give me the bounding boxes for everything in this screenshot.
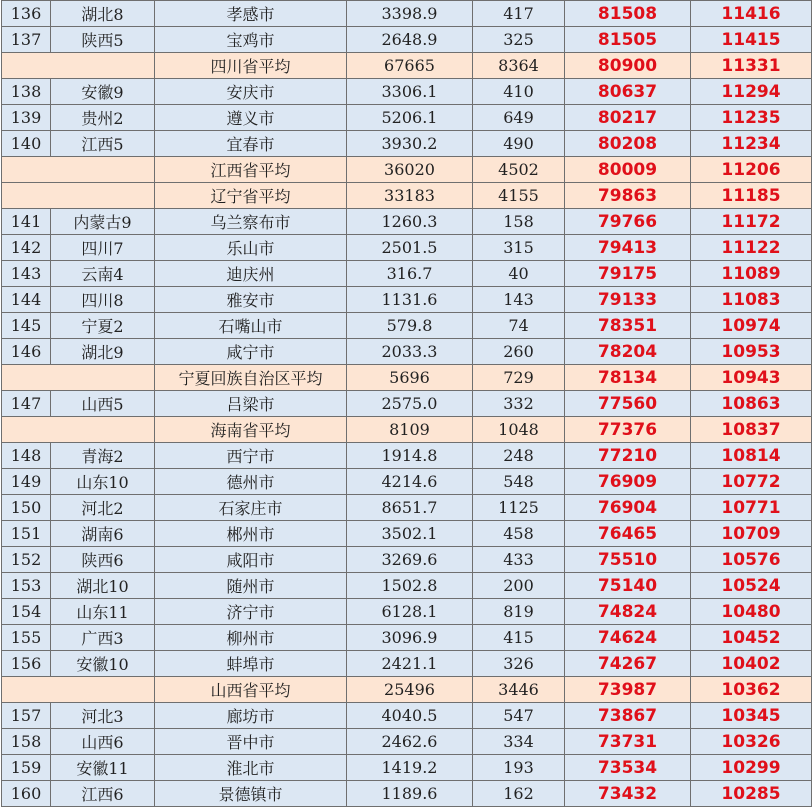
province-average-row <box>2 365 812 391</box>
rank-cell: 146 <box>2 339 51 365</box>
per-capita-usd-cell: 10345 <box>691 703 812 729</box>
rank-cell: 141 <box>2 209 51 235</box>
population-cell: 547 <box>473 703 565 729</box>
population-cell: 819 <box>473 599 565 625</box>
per-capita-usd-cell: 11294 <box>691 79 812 105</box>
rank-cell: 139 <box>2 105 51 131</box>
province-average-row <box>2 677 812 703</box>
per-capita-gdp-cell: 75510 <box>565 547 691 573</box>
per-capita-gdp-cell: 79413 <box>565 235 691 261</box>
per-capita-usd-cell: 11234 <box>691 131 812 157</box>
gdp-cell: 1914.8 <box>347 443 473 469</box>
population-cell: 260 <box>473 339 565 365</box>
city-cell: 咸阳市 <box>155 547 347 573</box>
population-cell: 334 <box>473 729 565 755</box>
rank-cell: 155 <box>2 625 51 651</box>
province-rank-cell: 贵州2 <box>51 105 155 131</box>
city-row <box>2 209 812 235</box>
rank-cell: 142 <box>2 235 51 261</box>
per-capita-usd-cell: 11122 <box>691 235 812 261</box>
city-cell: 孝感市 <box>155 1 347 27</box>
per-capita-usd-cell: 11206 <box>691 157 812 183</box>
rank-cell: 160 <box>2 781 51 807</box>
gdp-cell: 2501.5 <box>347 235 473 261</box>
city-cell: 景德镇市 <box>155 781 347 807</box>
per-capita-usd-cell: 11235 <box>691 105 812 131</box>
city-cell: 遵义市 <box>155 105 347 131</box>
per-capita-gdp-cell: 73867 <box>565 703 691 729</box>
city-row <box>2 105 812 131</box>
per-capita-gdp-cell: 77210 <box>565 443 691 469</box>
city-row <box>2 261 812 287</box>
city-row <box>2 703 812 729</box>
province-rank-cell: 江西5 <box>51 131 155 157</box>
rank-cell: 138 <box>2 79 51 105</box>
province-rank-cell: 四川8 <box>51 287 155 313</box>
province-rank-cell: 安徽11 <box>51 755 155 781</box>
per-capita-gdp-cell: 78204 <box>565 339 691 365</box>
city-cell: 乌兰察布市 <box>155 209 347 235</box>
province-rank-cell: 青海2 <box>51 443 155 469</box>
population-cell: 548 <box>473 469 565 495</box>
gdp-cell: 5696 <box>347 365 473 391</box>
province-rank-cell: 河北2 <box>51 495 155 521</box>
city-cell: 四川省平均 <box>155 53 347 79</box>
city-cell: 济宁市 <box>155 599 347 625</box>
province-average-row <box>2 157 812 183</box>
per-capita-usd-cell: 10524 <box>691 573 812 599</box>
per-capita-usd-cell: 11089 <box>691 261 812 287</box>
per-capita-usd-cell: 11415 <box>691 27 812 53</box>
per-capita-gdp-cell: 81505 <box>565 27 691 53</box>
gdp-cell: 33183 <box>347 183 473 209</box>
per-capita-gdp-cell: 79133 <box>565 287 691 313</box>
city-row <box>2 79 812 105</box>
province-rank-cell: 湖北10 <box>51 573 155 599</box>
city-cell: 宁夏回族自治区平均 <box>155 365 347 391</box>
ranking-table-body <box>2 1 812 807</box>
city-cell: 淮北市 <box>155 755 347 781</box>
per-capita-gdp-cell: 76904 <box>565 495 691 521</box>
rank-cell: 140 <box>2 131 51 157</box>
province-rank-cell: 湖北9 <box>51 339 155 365</box>
province-rank-cell: 云南4 <box>51 261 155 287</box>
per-capita-gdp-cell: 77376 <box>565 417 691 443</box>
gdp-cell: 1131.6 <box>347 287 473 313</box>
per-capita-usd-cell: 11083 <box>691 287 812 313</box>
city-cell: 石嘴山市 <box>155 313 347 339</box>
per-capita-gdp-cell: 79175 <box>565 261 691 287</box>
gdp-cell: 4040.5 <box>347 703 473 729</box>
gdp-cell: 67665 <box>347 53 473 79</box>
population-cell: 193 <box>473 755 565 781</box>
per-capita-usd-cell: 10953 <box>691 339 812 365</box>
population-cell: 410 <box>473 79 565 105</box>
per-capita-gdp-cell: 77560 <box>565 391 691 417</box>
gdp-cell: 3096.9 <box>347 625 473 651</box>
per-capita-gdp-cell: 81508 <box>565 1 691 27</box>
per-capita-usd-cell: 11416 <box>691 1 812 27</box>
rank-cell: 153 <box>2 573 51 599</box>
province-average-row <box>2 417 812 443</box>
rank-cell: 149 <box>2 469 51 495</box>
gdp-cell: 579.8 <box>347 313 473 339</box>
population-cell: 729 <box>473 365 565 391</box>
population-cell: 8364 <box>473 53 565 79</box>
city-row <box>2 625 812 651</box>
population-cell: 325 <box>473 27 565 53</box>
gdp-cell: 3930.2 <box>347 131 473 157</box>
city-row <box>2 391 812 417</box>
population-cell: 315 <box>473 235 565 261</box>
per-capita-usd-cell: 10771 <box>691 495 812 521</box>
rank-cell: 152 <box>2 547 51 573</box>
per-capita-gdp-cell: 80637 <box>565 79 691 105</box>
ranking-table <box>1 0 812 807</box>
gdp-cell: 2033.3 <box>347 339 473 365</box>
province-rank-cell: 湖北8 <box>51 1 155 27</box>
city-row <box>2 573 812 599</box>
province-rank-cell: 陕西6 <box>51 547 155 573</box>
city-row <box>2 469 812 495</box>
city-row <box>2 495 812 521</box>
population-cell: 1048 <box>473 417 565 443</box>
per-capita-gdp-cell: 75140 <box>565 573 691 599</box>
population-cell: 490 <box>473 131 565 157</box>
per-capita-gdp-cell: 74267 <box>565 651 691 677</box>
per-capita-usd-cell: 10362 <box>691 677 812 703</box>
population-cell: 3446 <box>473 677 565 703</box>
gdp-cell: 2648.9 <box>347 27 473 53</box>
rank-cell: 147 <box>2 391 51 417</box>
city-cell: 安庆市 <box>155 79 347 105</box>
empty-cell <box>2 157 155 183</box>
empty-cell <box>2 417 155 443</box>
city-cell: 吕梁市 <box>155 391 347 417</box>
gdp-cell: 4214.6 <box>347 469 473 495</box>
population-cell: 158 <box>473 209 565 235</box>
population-cell: 415 <box>473 625 565 651</box>
per-capita-gdp-cell: 79863 <box>565 183 691 209</box>
population-cell: 1125 <box>473 495 565 521</box>
city-cell: 德州市 <box>155 469 347 495</box>
city-cell: 蚌埠市 <box>155 651 347 677</box>
city-cell: 廊坊市 <box>155 703 347 729</box>
province-rank-cell: 四川7 <box>51 235 155 261</box>
province-rank-cell: 内蒙古9 <box>51 209 155 235</box>
per-capita-usd-cell: 11172 <box>691 209 812 235</box>
per-capita-gdp-cell: 80009 <box>565 157 691 183</box>
gdp-cell: 1502.8 <box>347 573 473 599</box>
population-cell: 143 <box>473 287 565 313</box>
province-rank-cell: 山东11 <box>51 599 155 625</box>
city-cell: 咸宁市 <box>155 339 347 365</box>
per-capita-usd-cell: 10837 <box>691 417 812 443</box>
per-capita-usd-cell: 10402 <box>691 651 812 677</box>
empty-cell <box>2 365 155 391</box>
city-row <box>2 651 812 677</box>
city-cell: 辽宁省平均 <box>155 183 347 209</box>
province-rank-cell: 广西3 <box>51 625 155 651</box>
population-cell: 433 <box>473 547 565 573</box>
city-row <box>2 131 812 157</box>
gdp-cell: 3269.6 <box>347 547 473 573</box>
per-capita-usd-cell: 10863 <box>691 391 812 417</box>
province-rank-cell: 山西6 <box>51 729 155 755</box>
city-cell: 宜春市 <box>155 131 347 157</box>
gdp-cell: 2462.6 <box>347 729 473 755</box>
gdp-cell: 36020 <box>347 157 473 183</box>
city-row <box>2 755 812 781</box>
per-capita-gdp-cell: 80217 <box>565 105 691 131</box>
city-row <box>2 547 812 573</box>
city-cell: 柳州市 <box>155 625 347 651</box>
rank-cell: 137 <box>2 27 51 53</box>
city-cell: 随州市 <box>155 573 347 599</box>
city-row <box>2 521 812 547</box>
population-cell: 326 <box>473 651 565 677</box>
population-cell: 162 <box>473 781 565 807</box>
rank-cell: 157 <box>2 703 51 729</box>
rank-cell: 150 <box>2 495 51 521</box>
city-row <box>2 313 812 339</box>
province-average-row <box>2 53 812 79</box>
city-row <box>2 339 812 365</box>
per-capita-usd-cell: 10814 <box>691 443 812 469</box>
rank-cell: 144 <box>2 287 51 313</box>
rank-cell: 156 <box>2 651 51 677</box>
gdp-cell: 6128.1 <box>347 599 473 625</box>
rank-cell: 143 <box>2 261 51 287</box>
province-rank-cell: 安徽10 <box>51 651 155 677</box>
province-rank-cell: 江西6 <box>51 781 155 807</box>
city-row <box>2 443 812 469</box>
population-cell: 417 <box>473 1 565 27</box>
per-capita-gdp-cell: 74624 <box>565 625 691 651</box>
per-capita-gdp-cell: 73731 <box>565 729 691 755</box>
province-rank-cell: 山东10 <box>51 469 155 495</box>
city-cell: 山西省平均 <box>155 677 347 703</box>
per-capita-gdp-cell: 79766 <box>565 209 691 235</box>
empty-cell <box>2 183 155 209</box>
gdp-cell: 8651.7 <box>347 495 473 521</box>
gdp-cell: 316.7 <box>347 261 473 287</box>
population-cell: 4502 <box>473 157 565 183</box>
gdp-cell: 3398.9 <box>347 1 473 27</box>
rank-cell: 136 <box>2 1 51 27</box>
gdp-cell: 8109 <box>347 417 473 443</box>
rank-cell: 158 <box>2 729 51 755</box>
city-row <box>2 1 812 27</box>
population-cell: 74 <box>473 313 565 339</box>
province-rank-cell: 湖南6 <box>51 521 155 547</box>
gdp-cell: 1260.3 <box>347 209 473 235</box>
population-cell: 332 <box>473 391 565 417</box>
per-capita-usd-cell: 10326 <box>691 729 812 755</box>
province-rank-cell: 安徽9 <box>51 79 155 105</box>
rank-cell: 154 <box>2 599 51 625</box>
gdp-cell: 5206.1 <box>347 105 473 131</box>
rank-cell: 159 <box>2 755 51 781</box>
gdp-cell: 3306.1 <box>347 79 473 105</box>
city-cell: 雅安市 <box>155 287 347 313</box>
per-capita-gdp-cell: 76465 <box>565 521 691 547</box>
population-cell: 200 <box>473 573 565 599</box>
per-capita-gdp-cell: 76909 <box>565 469 691 495</box>
per-capita-usd-cell: 10974 <box>691 313 812 339</box>
city-cell: 石家庄市 <box>155 495 347 521</box>
per-capita-gdp-cell: 80208 <box>565 131 691 157</box>
rank-cell: 151 <box>2 521 51 547</box>
per-capita-gdp-cell: 73534 <box>565 755 691 781</box>
population-cell: 649 <box>473 105 565 131</box>
city-cell: 宝鸡市 <box>155 27 347 53</box>
city-cell: 乐山市 <box>155 235 347 261</box>
population-cell: 458 <box>473 521 565 547</box>
per-capita-gdp-cell: 78134 <box>565 365 691 391</box>
gdp-cell: 3502.1 <box>347 521 473 547</box>
population-cell: 248 <box>473 443 565 469</box>
city-cell: 晋中市 <box>155 729 347 755</box>
per-capita-gdp-cell: 73432 <box>565 781 691 807</box>
province-rank-cell: 河北3 <box>51 703 155 729</box>
per-capita-gdp-cell: 78351 <box>565 313 691 339</box>
per-capita-usd-cell: 11331 <box>691 53 812 79</box>
city-row <box>2 27 812 53</box>
population-cell: 4155 <box>473 183 565 209</box>
city-row <box>2 729 812 755</box>
per-capita-gdp-cell: 73987 <box>565 677 691 703</box>
gdp-cell: 2421.1 <box>347 651 473 677</box>
gdp-cell: 2575.0 <box>347 391 473 417</box>
city-row <box>2 781 812 807</box>
city-row <box>2 599 812 625</box>
per-capita-usd-cell: 10452 <box>691 625 812 651</box>
per-capita-usd-cell: 10480 <box>691 599 812 625</box>
gdp-cell: 1189.6 <box>347 781 473 807</box>
province-average-row <box>2 183 812 209</box>
city-cell: 江西省平均 <box>155 157 347 183</box>
empty-cell <box>2 677 155 703</box>
city-cell: 迪庆州 <box>155 261 347 287</box>
province-rank-cell: 陕西5 <box>51 27 155 53</box>
per-capita-gdp-cell: 80900 <box>565 53 691 79</box>
per-capita-usd-cell: 10576 <box>691 547 812 573</box>
province-rank-cell: 宁夏2 <box>51 313 155 339</box>
city-cell: 西宁市 <box>155 443 347 469</box>
per-capita-usd-cell: 10299 <box>691 755 812 781</box>
city-cell: 郴州市 <box>155 521 347 547</box>
city-row <box>2 287 812 313</box>
population-cell: 40 <box>473 261 565 287</box>
rank-cell: 148 <box>2 443 51 469</box>
per-capita-usd-cell: 11185 <box>691 183 812 209</box>
gdp-cell: 25496 <box>347 677 473 703</box>
city-row <box>2 235 812 261</box>
city-cell: 海南省平均 <box>155 417 347 443</box>
per-capita-usd-cell: 10772 <box>691 469 812 495</box>
rank-cell: 145 <box>2 313 51 339</box>
province-rank-cell: 山西5 <box>51 391 155 417</box>
gdp-cell: 1419.2 <box>347 755 473 781</box>
per-capita-usd-cell: 10285 <box>691 781 812 807</box>
per-capita-gdp-cell: 74824 <box>565 599 691 625</box>
per-capita-usd-cell: 10943 <box>691 365 812 391</box>
per-capita-usd-cell: 10709 <box>691 521 812 547</box>
empty-cell <box>2 53 155 79</box>
